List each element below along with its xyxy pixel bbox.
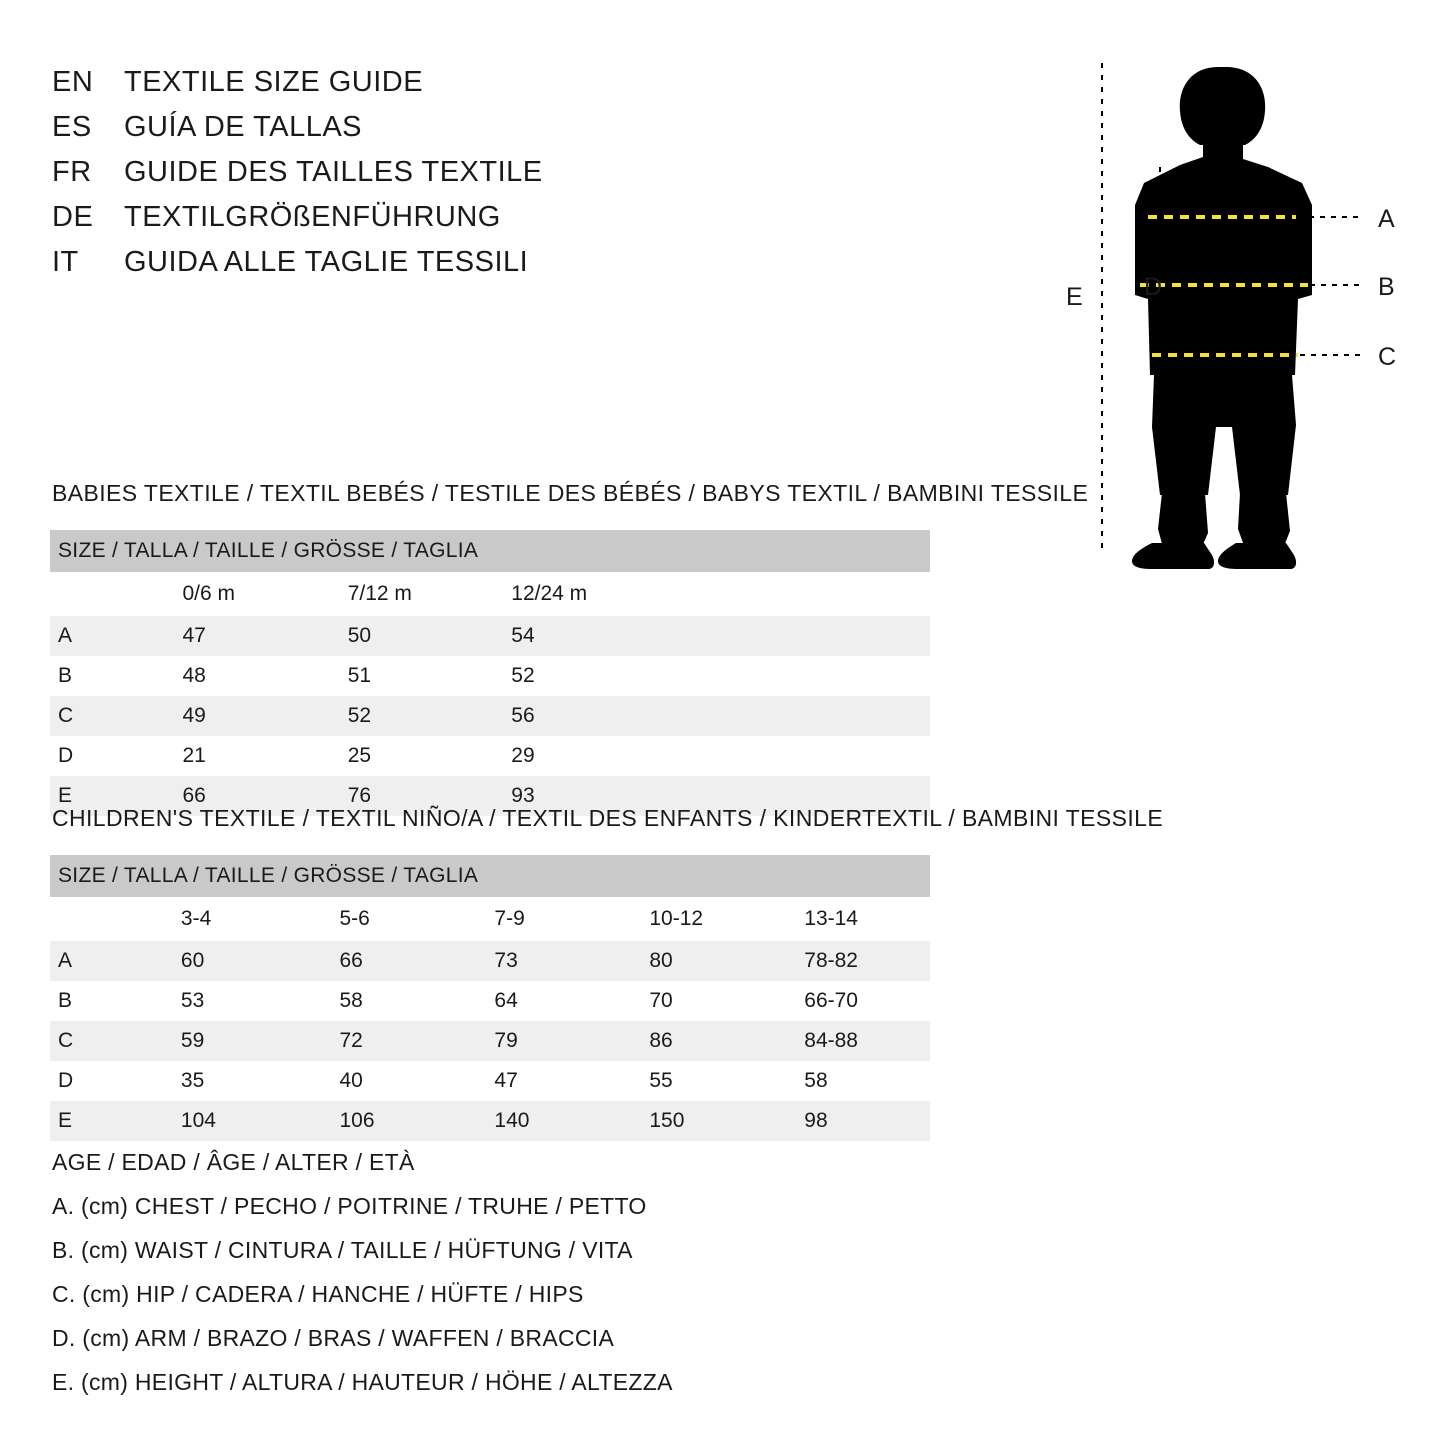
row-label: A (50, 941, 93, 981)
column-header: 0/6 m (95, 572, 320, 616)
measurement-figure (1040, 55, 1420, 575)
table-cell: 66 (312, 941, 467, 981)
table-cell: 54 (483, 616, 649, 656)
language-code: EN (52, 66, 94, 98)
figure-label-d: D (1144, 273, 1163, 301)
table-cell: 58 (312, 981, 467, 1021)
table-cell: 150 (621, 1101, 776, 1141)
language-title: GUIDE DES TAILLES TEXTILE (124, 156, 543, 188)
table-row (50, 1101, 930, 1141)
table-row (50, 736, 930, 776)
table-cell: 72 (312, 1021, 467, 1061)
table-cell: 47 (466, 1061, 621, 1101)
language-code: ES (52, 111, 92, 143)
table-cell: 58 (776, 1061, 930, 1101)
table-cell: 106 (312, 1101, 467, 1141)
table-cell: 50 (320, 616, 484, 656)
language-code: IT (52, 246, 79, 278)
banner-label: SIZE / TALLA / TAILLE / GRÖSSE / TAGLIA (50, 855, 930, 897)
legend-line: B. (cm) WAIST / CINTURA / TAILLE / HÜFTUNG / VITA (52, 1237, 633, 1263)
table-cell: 86 (621, 1021, 776, 1061)
row-label: C (50, 696, 95, 736)
table-row (50, 981, 930, 1021)
legend-line: AGE / EDAD / ÂGE / ALTER / ETÀ (52, 1149, 415, 1175)
language-row (52, 66, 672, 111)
language-row (52, 201, 672, 246)
corner-cell (50, 897, 93, 941)
legend-line: A. (cm) CHEST / PECHO / POITRINE / TRUHE / PETTO (52, 1193, 647, 1219)
language-row (52, 246, 672, 291)
column-header: 12/24 m (483, 572, 649, 616)
table-cell: 47 (95, 616, 320, 656)
row-label: B (50, 656, 95, 696)
table-cell: 49 (95, 696, 320, 736)
figure-label-b: B (1378, 273, 1395, 301)
corner-cell (50, 572, 95, 616)
table-cell: 21 (95, 736, 320, 776)
silhouette-shape (1132, 67, 1312, 569)
filler-cell (649, 736, 930, 776)
table-cell: 25 (320, 736, 484, 776)
table-cell: 66-70 (776, 981, 930, 1021)
language-title: TEXTILGRÖßENFÜHRUNG (124, 201, 501, 233)
legend-line: D. (cm) ARM / BRAZO / BRAS / WAFFEN / BRACCIA (52, 1325, 615, 1351)
figure-label-c: C (1378, 343, 1397, 371)
filler-cell (649, 572, 930, 616)
table-column-header-row (50, 897, 930, 941)
table-row (50, 1061, 930, 1101)
table-cell: 35 (93, 1061, 312, 1101)
table-cell: 93 (483, 776, 649, 816)
table-cell: 73 (466, 941, 621, 981)
language-title-list (52, 66, 672, 291)
table-cell: 84-88 (776, 1021, 930, 1061)
table-cell: 48 (95, 656, 320, 696)
table-cell: 59 (93, 1021, 312, 1061)
row-label: B (50, 981, 93, 1021)
row-label: D (50, 736, 95, 776)
table-banner-row (50, 530, 930, 572)
table-cell: 40 (312, 1061, 467, 1101)
table-banner-row (50, 855, 930, 897)
children-size-table (50, 855, 930, 1141)
table-cell: 79 (466, 1021, 621, 1061)
column-header: 3-4 (93, 897, 312, 941)
language-title: GUÍA DE TALLAS (124, 111, 363, 143)
language-row (52, 111, 672, 156)
row-label: C (50, 1021, 93, 1061)
legend-line: C. (cm) HIP / CADERA / HANCHE / HÜFTE / HIPS (52, 1281, 584, 1307)
table-cell: 66 (95, 776, 320, 816)
table-cell: 51 (320, 656, 484, 696)
table-row (50, 1021, 930, 1061)
row-label: E (50, 776, 95, 816)
column-header: 5-6 (312, 897, 467, 941)
babies-size-table (50, 530, 930, 816)
table-cell: 60 (93, 941, 312, 981)
table-row (50, 616, 930, 656)
child-silhouette-icon (1040, 55, 1420, 575)
table-cell: 52 (320, 696, 484, 736)
table-column-header-row (50, 572, 930, 616)
row-label: E (50, 1101, 93, 1141)
column-header: 7/12 m (320, 572, 484, 616)
table-cell: 78-82 (776, 941, 930, 981)
language-code: DE (52, 201, 94, 233)
table-cell: 104 (93, 1101, 312, 1141)
measurement-legend (52, 1140, 952, 1404)
table-cell: 55 (621, 1061, 776, 1101)
table-row (50, 696, 930, 736)
table-row (50, 941, 930, 981)
filler-cell (649, 616, 930, 656)
row-label: A (50, 616, 95, 656)
column-header: 13-14 (776, 897, 930, 941)
language-row (52, 156, 672, 201)
table-cell: 70 (621, 981, 776, 1021)
table-cell: 80 (621, 941, 776, 981)
language-title: TEXTILE SIZE GUIDE (124, 66, 424, 98)
table-row (50, 656, 930, 696)
figure-label-e: E (1066, 283, 1083, 311)
column-header: 7-9 (466, 897, 621, 941)
table-cell: 29 (483, 736, 649, 776)
table-cell: 98 (776, 1101, 930, 1141)
column-header: 10-12 (621, 897, 776, 941)
filler-cell (649, 656, 930, 696)
children-section-title: CHILDREN'S TEXTILE / TEXTIL NIÑO/A / TEXTIL DES ENFANTS / KINDERTEXTIL / BAMBINI TESSILE (52, 805, 1164, 831)
babies-section-title: BABIES TEXTILE / TEXTIL BEBÉS / TESTILE DES BÉBÉS / BABYS TEXTIL / BAMBINI TESSILE (52, 480, 1089, 506)
figure-label-a: A (1378, 205, 1395, 233)
filler-cell (649, 696, 930, 736)
language-code: FR (52, 156, 92, 188)
table-cell: 56 (483, 696, 649, 736)
table-cell: 52 (483, 656, 649, 696)
legend-line: E. (cm) HEIGHT / ALTURA / HAUTEUR / HÖHE / ALTEZZA (52, 1369, 673, 1395)
row-label: D (50, 1061, 93, 1101)
table-cell: 53 (93, 981, 312, 1021)
table-cell: 140 (466, 1101, 621, 1141)
table-cell: 64 (466, 981, 621, 1021)
language-title: GUIDA ALLE TAGLIE TESSILI (124, 246, 529, 278)
table-cell: 76 (320, 776, 484, 816)
banner-label: SIZE / TALLA / TAILLE / GRÖSSE / TAGLIA (50, 530, 930, 572)
